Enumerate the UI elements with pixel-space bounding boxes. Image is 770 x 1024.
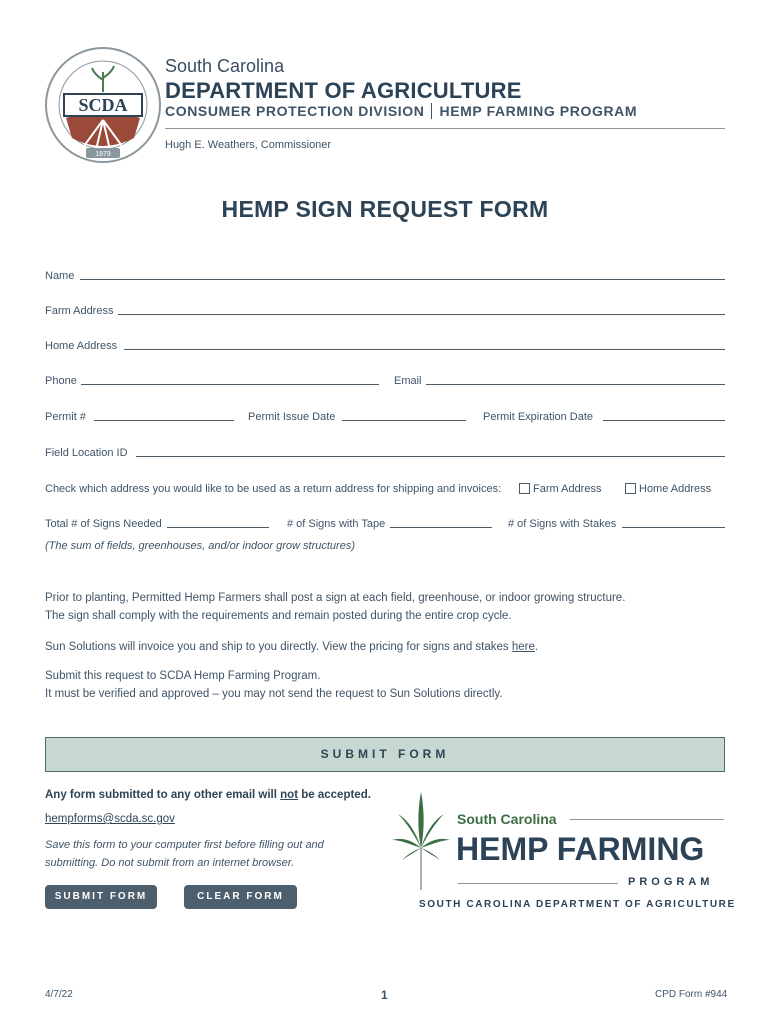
pricing-text: Sun Solutions will invoice you and ship to you directly. View the pricing for signs and stakes [45, 641, 512, 653]
warning-text-end: be accepted. [298, 789, 371, 801]
signs-with-tape-field[interactable] [390, 527, 492, 528]
farm-address-label: Farm Address [45, 305, 114, 317]
instructions-line: The sign shall comply with the requirements and remain posted during the entire crop cycle. [45, 610, 512, 622]
form-id: CPD Form #944 [655, 989, 728, 1000]
email-label: Email [394, 375, 422, 387]
instructions-paragraph-1 [45, 589, 625, 625]
phone-field[interactable] [81, 384, 379, 385]
svg-text:1879: 1879 [95, 151, 111, 158]
commissioner: Hugh E. Weathers, Commissioner [165, 139, 332, 151]
submit-form-band-button[interactable]: SUBMIT FORM [45, 737, 725, 772]
hemp-logo-rule [570, 819, 724, 820]
header-department: DEPARTMENT OF AGRICULTURE [165, 78, 522, 103]
field-location-id-label: Field Location ID [45, 447, 128, 459]
instructions-line: Prior to planting, Permitted Hemp Farmers shall post a sign at each field, greenhouse, or indoor growing structure. [45, 592, 626, 604]
home-address-label: Home Address [45, 340, 118, 352]
instructions-line: Submit this request to SCDA Hemp Farming Program. [45, 670, 321, 682]
hemp-logo-department: SOUTH CAROLINA DEPARTMENT OF AGRICULTURE [419, 899, 736, 910]
home-address-field[interactable] [124, 349, 725, 350]
hemp-logo-program: PROGRAM [628, 876, 714, 888]
permit-expiration-date-field[interactable] [603, 420, 725, 421]
farm-address-checkbox[interactable] [519, 483, 530, 494]
return-address-question: Check which address you would like to be used as a return address for shipping and invoices: [45, 483, 502, 495]
save-line: Save this form to your computer first before filling out and [45, 839, 324, 851]
farm-address-option-label: Farm Address [533, 483, 602, 495]
instructions-paragraph-3 [45, 667, 503, 703]
page-title: HEMP SIGN REQUEST FORM [221, 196, 549, 222]
signs-with-tape-label: # of Signs with Tape [287, 518, 386, 530]
warning-emphasis: not [280, 789, 299, 801]
name-field[interactable] [80, 279, 725, 280]
email-field[interactable] [426, 384, 725, 385]
home-address-checkbox[interactable] [625, 483, 636, 494]
permit-issue-date-label: Permit Issue Date [248, 411, 336, 423]
permit-issue-date-field[interactable] [342, 420, 466, 421]
footer-date: 4/7/22 [45, 989, 73, 1000]
total-signs-label: Total # of Signs Needed [45, 518, 162, 530]
scda-seal-logo [44, 46, 162, 164]
header-rule [165, 128, 725, 129]
warning-text: Any form submitted to any other email will [45, 789, 281, 801]
header-state: South Carolina [165, 56, 285, 76]
field-location-id-field[interactable] [136, 456, 725, 457]
pricing-end: . [534, 641, 539, 653]
permit-number-field[interactable] [94, 420, 234, 421]
phone-label: Phone [45, 375, 77, 387]
svg-text:SCDA: SCDA [78, 95, 128, 115]
save-instructions [45, 836, 324, 872]
home-address-option-label: Home Address [639, 483, 712, 495]
instructions-line: It must be verified and approved – you may not send the request to Sun Solutions directly. [45, 688, 503, 700]
division-name: CONSUMER PROTECTION DIVISION [165, 103, 425, 119]
permit-expiration-date-label: Permit Expiration Date [483, 411, 594, 423]
sum-note: (The sum of fields, greenhouses, and/or indoor grow structures) [45, 540, 355, 552]
hemp-logo-title: HEMP FARMING [456, 831, 705, 867]
signs-with-stakes-label: # of Signs with Stakes [508, 518, 617, 530]
hemp-logo-state: South Carolina [457, 811, 557, 827]
total-signs-field[interactable] [167, 527, 269, 528]
name-label: Name [45, 270, 75, 282]
instructions-paragraph-2 [45, 638, 538, 656]
save-line: submitting. Do not submit from an internet browser. [45, 857, 295, 869]
page-number: 1 [381, 988, 388, 1002]
hemp-logo-rule [458, 883, 618, 884]
permit-number-label: Permit # [45, 411, 86, 423]
farm-address-field[interactable] [118, 314, 725, 315]
header-division [165, 103, 637, 119]
clear-form-button[interactable]: CLEAR FORM [184, 885, 297, 909]
program-name: HEMP FARMING PROGRAM [439, 103, 638, 119]
signs-with-stakes-field[interactable] [622, 527, 725, 528]
email-warning [45, 789, 371, 801]
submission-email-link[interactable]: hempforms@scda.sc.gov [45, 813, 175, 825]
submit-form-button[interactable]: SUBMIT FORM [45, 885, 157, 909]
pricing-link[interactable]: here [511, 641, 535, 653]
divider [431, 103, 432, 119]
hemp-leaf-icon [390, 790, 452, 890]
